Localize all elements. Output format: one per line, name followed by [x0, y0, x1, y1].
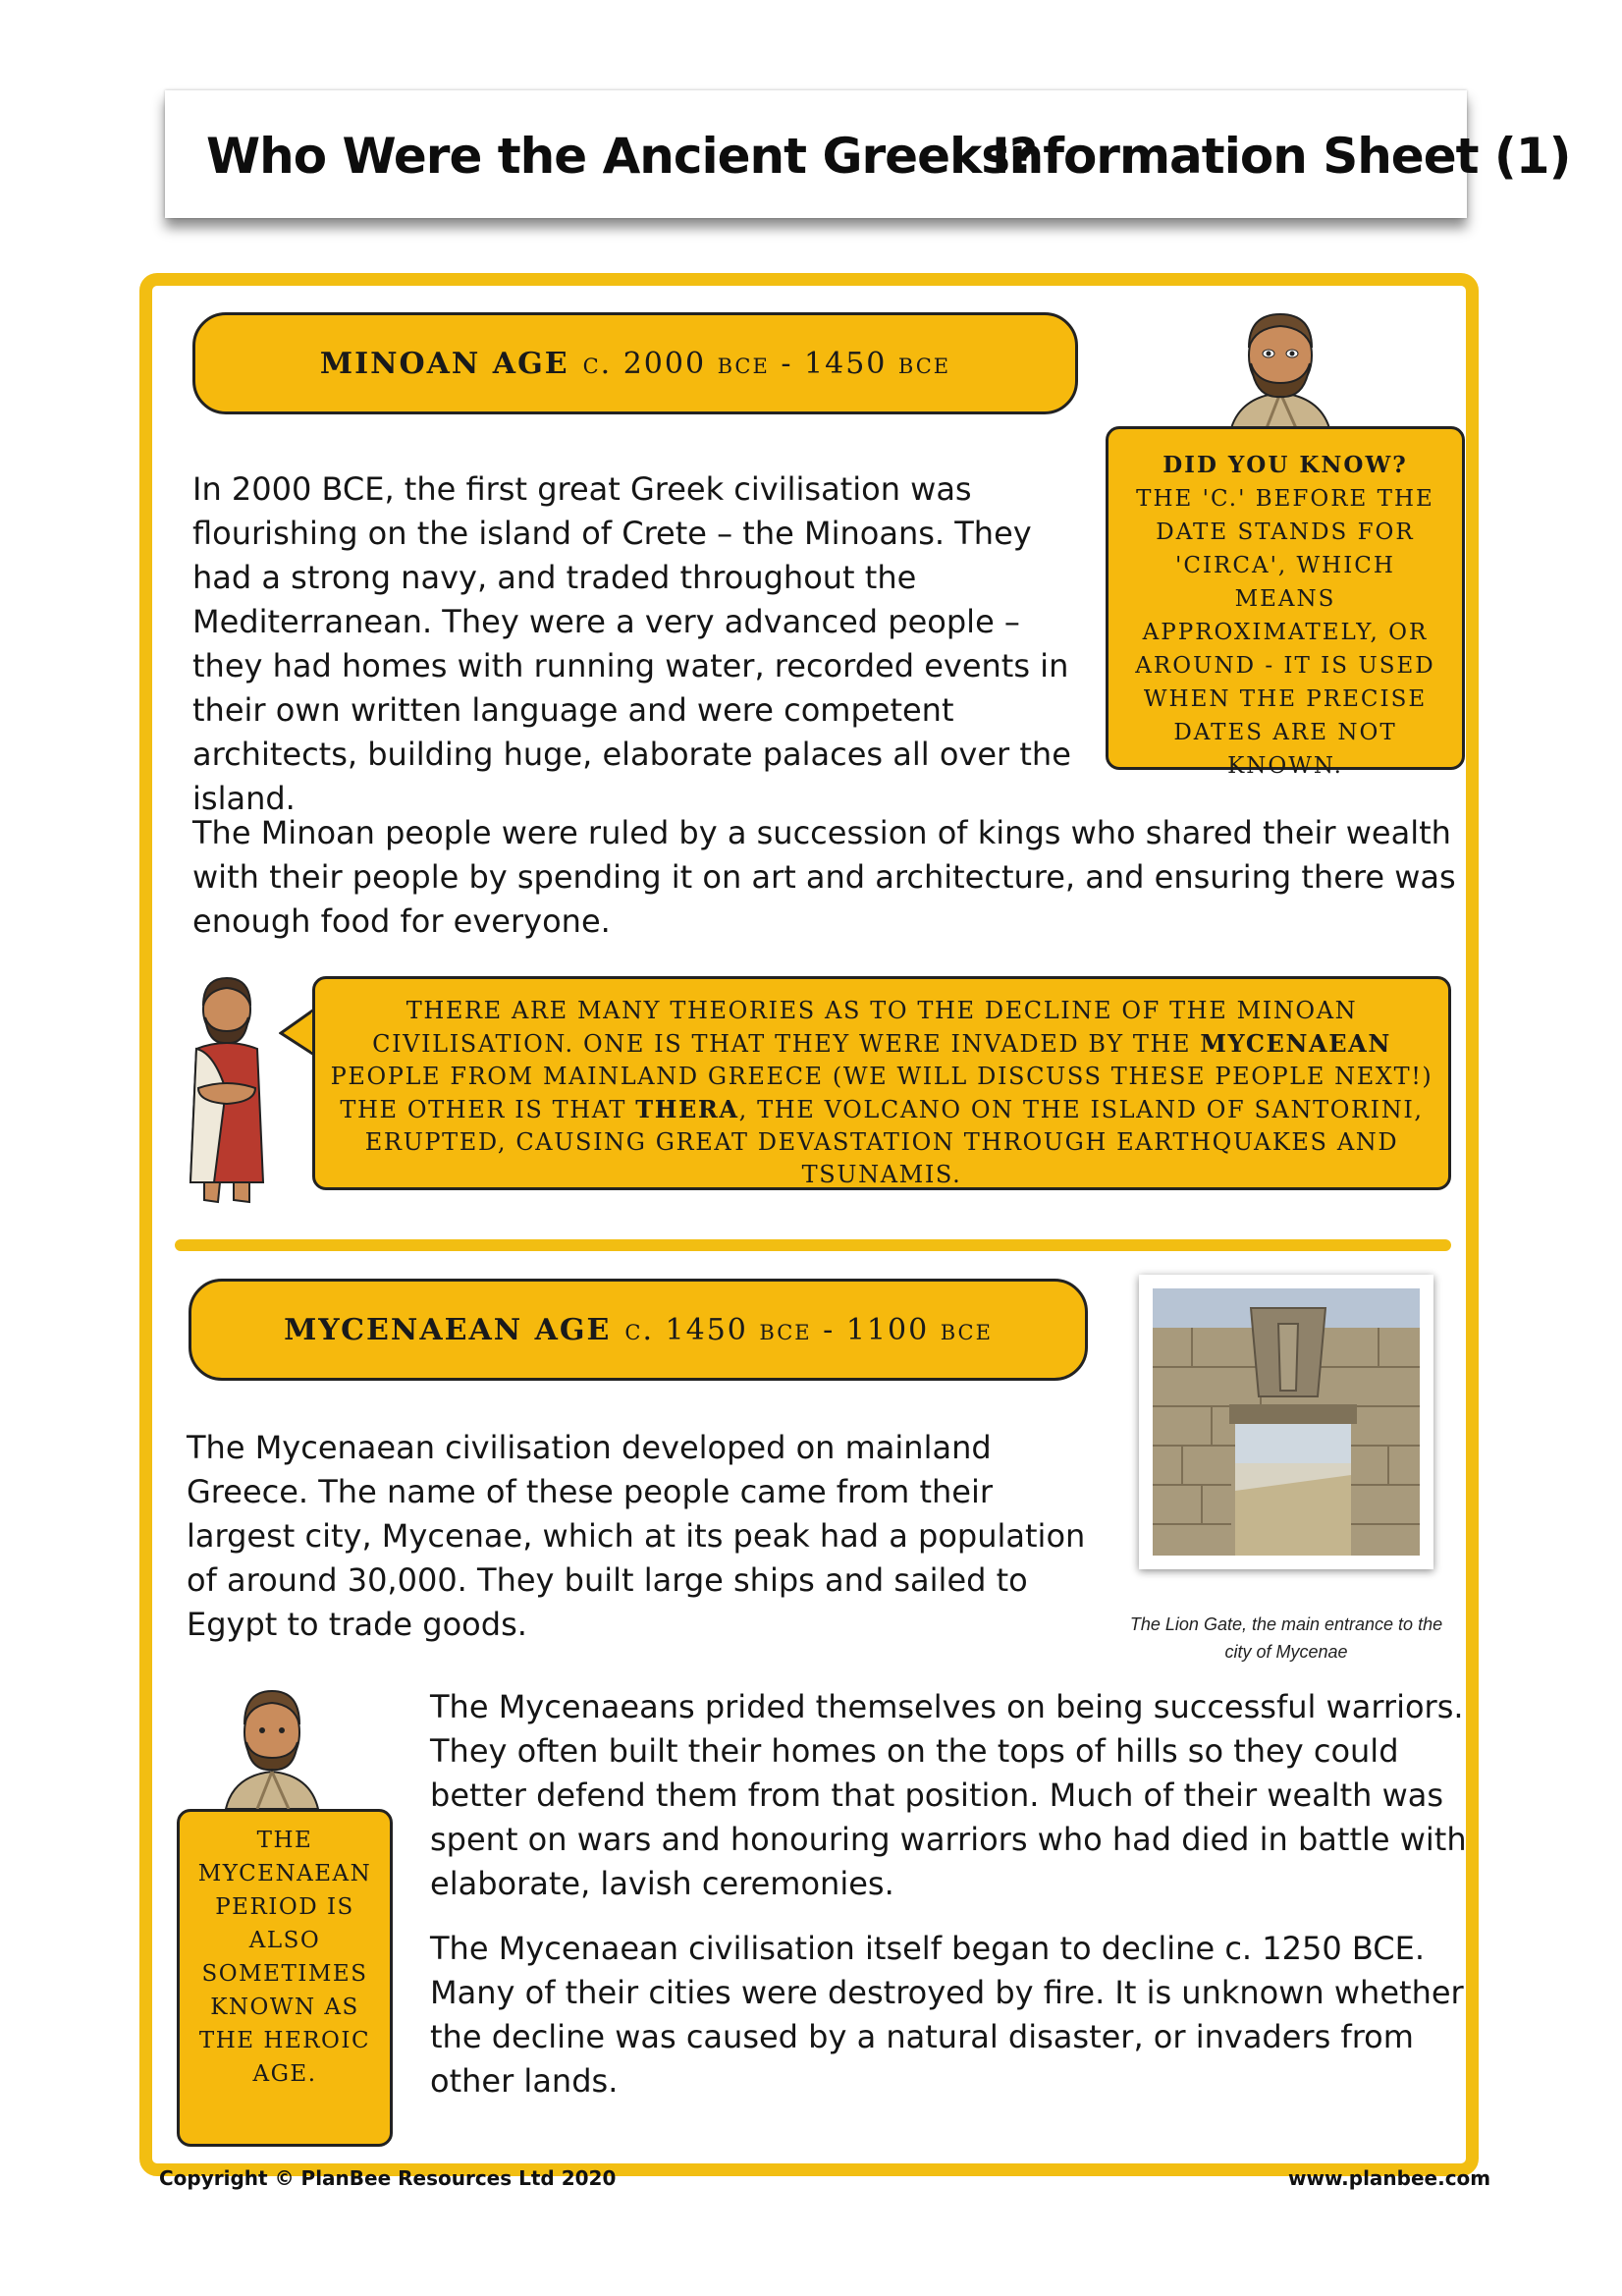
mycenaean-heading-bold: MYCENAEAN AGE: [284, 1312, 612, 1347]
speech-bold-thera: THERA: [635, 1095, 739, 1123]
greek-man-illustration: [1221, 306, 1339, 428]
footer-website[interactable]: www.planbee.com: [1288, 2166, 1491, 2190]
minoan-decline-speech-box: [312, 976, 1451, 1190]
speech-text-1: THERE ARE MANY THEORIES AS TO THE DECLINE OF THE MINOAN CIVILISATION. ONE IS THAT THEY WERE INVADED BY THE: [372, 997, 1358, 1058]
lion-gate-caption: The Lion Gate, the main entrance to the city of Mycenae: [1129, 1614, 1443, 1662]
speech-text-2: PEOPLE FROM MAINLAND GREECE (WE WILL DISCUSS THESE PEOPLE NEXT!) THE OTHER IS THAT: [330, 1063, 1433, 1123]
did-you-know-text: THE 'C.' BEFORE THE DATE STANDS FOR 'CIRCA', WHICH MEANS APPROXIMATELY, OR AROUND - IT IS USED WHEN THE PRECISE DATES ARE NOT KNOWN.: [1135, 486, 1435, 779]
did-you-know-box: [1106, 426, 1465, 779]
heroic-age-box: [177, 1809, 393, 2147]
footer-copyright: Copyright © PlanBee Resources Ltd 2020: [159, 2166, 617, 2190]
speech-bold-mycenaean: MYCENAEAN: [1200, 1029, 1391, 1058]
mycenaean-paragraph-3: The Mycenaean civilisation itself began to decline c. 1250 BCE. Many of their cities were destroyed by fire. It is unknown whether the decline was caused by a natural disaster, or invaders from other lands.: [430, 1930, 1464, 2100]
lion-gate-photo: [1153, 1288, 1420, 1556]
did-you-know-title: DID YOU KNOW?: [1162, 452, 1408, 478]
speech-pointer: [279, 1008, 314, 1057]
sheet-label: Information Sheet (1): [992, 128, 1571, 185]
minoan-heading-dates: c. 2000 bce - 1450 bce: [582, 346, 951, 381]
mycenaean-heading-dates: c. 1450 bce - 1100 bce: [624, 1312, 993, 1347]
section-divider: [175, 1239, 1451, 1251]
page-title: Who Were the Ancient Greeks?: [206, 128, 1037, 185]
mycenaean-paragraph-1: The Mycenaean civilisation developed on mainland Greece. The name of these people came from their largest city, Mycenae, which at its peak had a population of around 30,000. They built large ships and sailed to Egypt to trade goods.: [187, 1429, 1086, 1643]
heroic-age-text: THE MYCENAEAN PERIOD IS ALSO SOMETIMES KNOWN AS THE HEROIC AGE.: [197, 1828, 372, 2087]
minoan-paragraph-1: In 2000 BCE, the first great Greek civilisation was flourishing on the island of Crete – the Minoans. They had a strong navy, and traded throughout the Mediterranean. They were a very advanced people – they had homes with running water, recorded events in their own written language and were competent architects, building huge, elaborate palaces all over the island.: [192, 470, 1071, 817]
minoan-paragraph-2: The Minoan people were ruled by a succession of kings who shared their wealth with their people by spending it on art and architecture, and ensuring there was enough food for everyone.: [192, 814, 1456, 940]
speech-text-3: , THE VOLCANO ON THE ISLAND OF SANTORINI, ERUPTED, CAUSING GREAT DEVASTATION THROUGH EARTHQUAKES AND TSUNAMIS.: [364, 1096, 1424, 1188]
lion-gate-photo-frame: [1139, 1275, 1433, 1569]
minoan-heading-bold: MINOAN AGE: [319, 346, 569, 381]
greek-man-bust-illustration: [220, 1681, 324, 1809]
mycenaean-heading: [189, 1279, 1088, 1381]
mycenaean-paragraph-2: The Mycenaeans prided themselves on being successful warriors. They often built their homes on the tops of hills so they could better defend them from that position. Much of their wealth was spent on wars and honouring warriors who had died in battle with elaborate, lavish ceremonies.: [430, 1688, 1467, 1902]
greek-man-robe-illustration: [175, 972, 279, 1208]
minoan-heading: [192, 312, 1078, 414]
